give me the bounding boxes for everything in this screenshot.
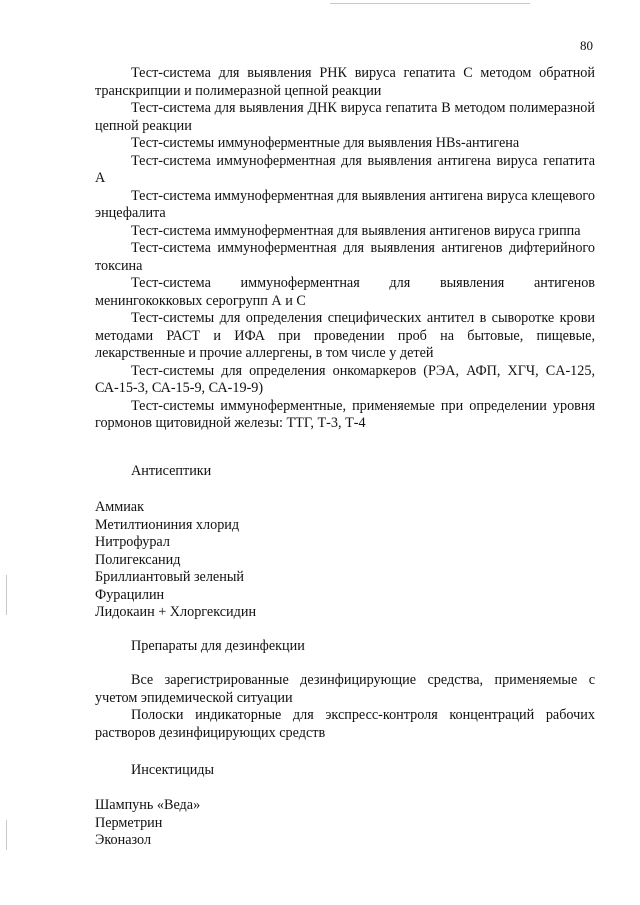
list-item: Аммиак (95, 499, 144, 515)
scan-artifact-left-2 (6, 820, 7, 850)
scan-artifact-top (330, 3, 530, 4)
list-item: Полигексанид (95, 551, 181, 568)
paragraph: Тест-система иммуноферментная для выявления антигенов вируса гриппа (131, 222, 581, 239)
insecticides-list (95, 797, 200, 850)
insecticides-heading: Инсектициды (131, 762, 215, 778)
paragraph: Тест-система иммуноферментная для выявления антигенов дифтерийного токсина (95, 240, 595, 274)
list-item: Эконазол (95, 832, 152, 848)
antiseptics-heading: Антисептики (131, 463, 212, 479)
paragraph: Тест-системы для определения специфических антител в сыворотке крови методами РАСТ и ИФА при проведении проб на бытовые, пищевые, лекарственные и прочие аллергены, в том числе у детей (95, 310, 595, 361)
paragraph: Полоски индикаторные для экспресс-контроля концентраций рабочих растворов дезинфицирующих средств (95, 707, 595, 741)
test-systems-section (95, 65, 595, 433)
scan-artifact-left-1 (6, 575, 7, 615)
list-item: Бриллиантовый зеленый (95, 569, 244, 585)
paragraph: Тест-система иммуноферментная для выявления антигена вируса клещевого энцефалита (95, 187, 595, 221)
list-item: Нитрофурал (95, 534, 170, 550)
paragraph: Тест-система иммуноферментная для выявления антигенов менингококковых серогрупп А и С (95, 275, 595, 309)
paragraph: Тест-системы иммуноферментные, применяемые при определении уровня гормонов щитовидной железы: ТТГ, Т-3, Т-4 (95, 397, 595, 431)
list-item: Фурацилин (95, 586, 165, 603)
list-item: Перметрин (95, 814, 163, 831)
paragraph: Тест-системы для определения онкомаркеров (РЭА, АФП, ХГЧ, CA-125, СА-15-3, СА-15-9, СА-19-9) (95, 362, 595, 396)
paragraph: Тест-система для выявления ДНК вируса гепатита В методом полимеразной цепной реакции (95, 100, 595, 134)
paragraph: Тест-системы иммуноферментные для выявления НВs-антигена (131, 135, 520, 151)
paragraph: Тест-система для выявления РНК вируса гепатита С методом обратной транскрипции и полимеразной цепной реакции (95, 65, 595, 99)
disinfection-section (95, 672, 595, 742)
disinfection-heading: Препараты для дезинфекции (131, 638, 305, 654)
list-item: Метилтиониния хлорид (95, 516, 240, 533)
list-item: Шампунь «Веда» (95, 797, 201, 813)
paragraph: Тест-система иммуноферментная для выявления антигена вируса гепатита А (95, 152, 595, 186)
paragraph: Все зарегистрированные дезинфицирующие средства, применяемые с учетом эпидемической ситуации (95, 672, 595, 706)
page-number: 80 (580, 38, 593, 53)
antiseptics-list (95, 499, 256, 622)
list-item: Лидокаин + Хлоргексидин (95, 604, 257, 620)
